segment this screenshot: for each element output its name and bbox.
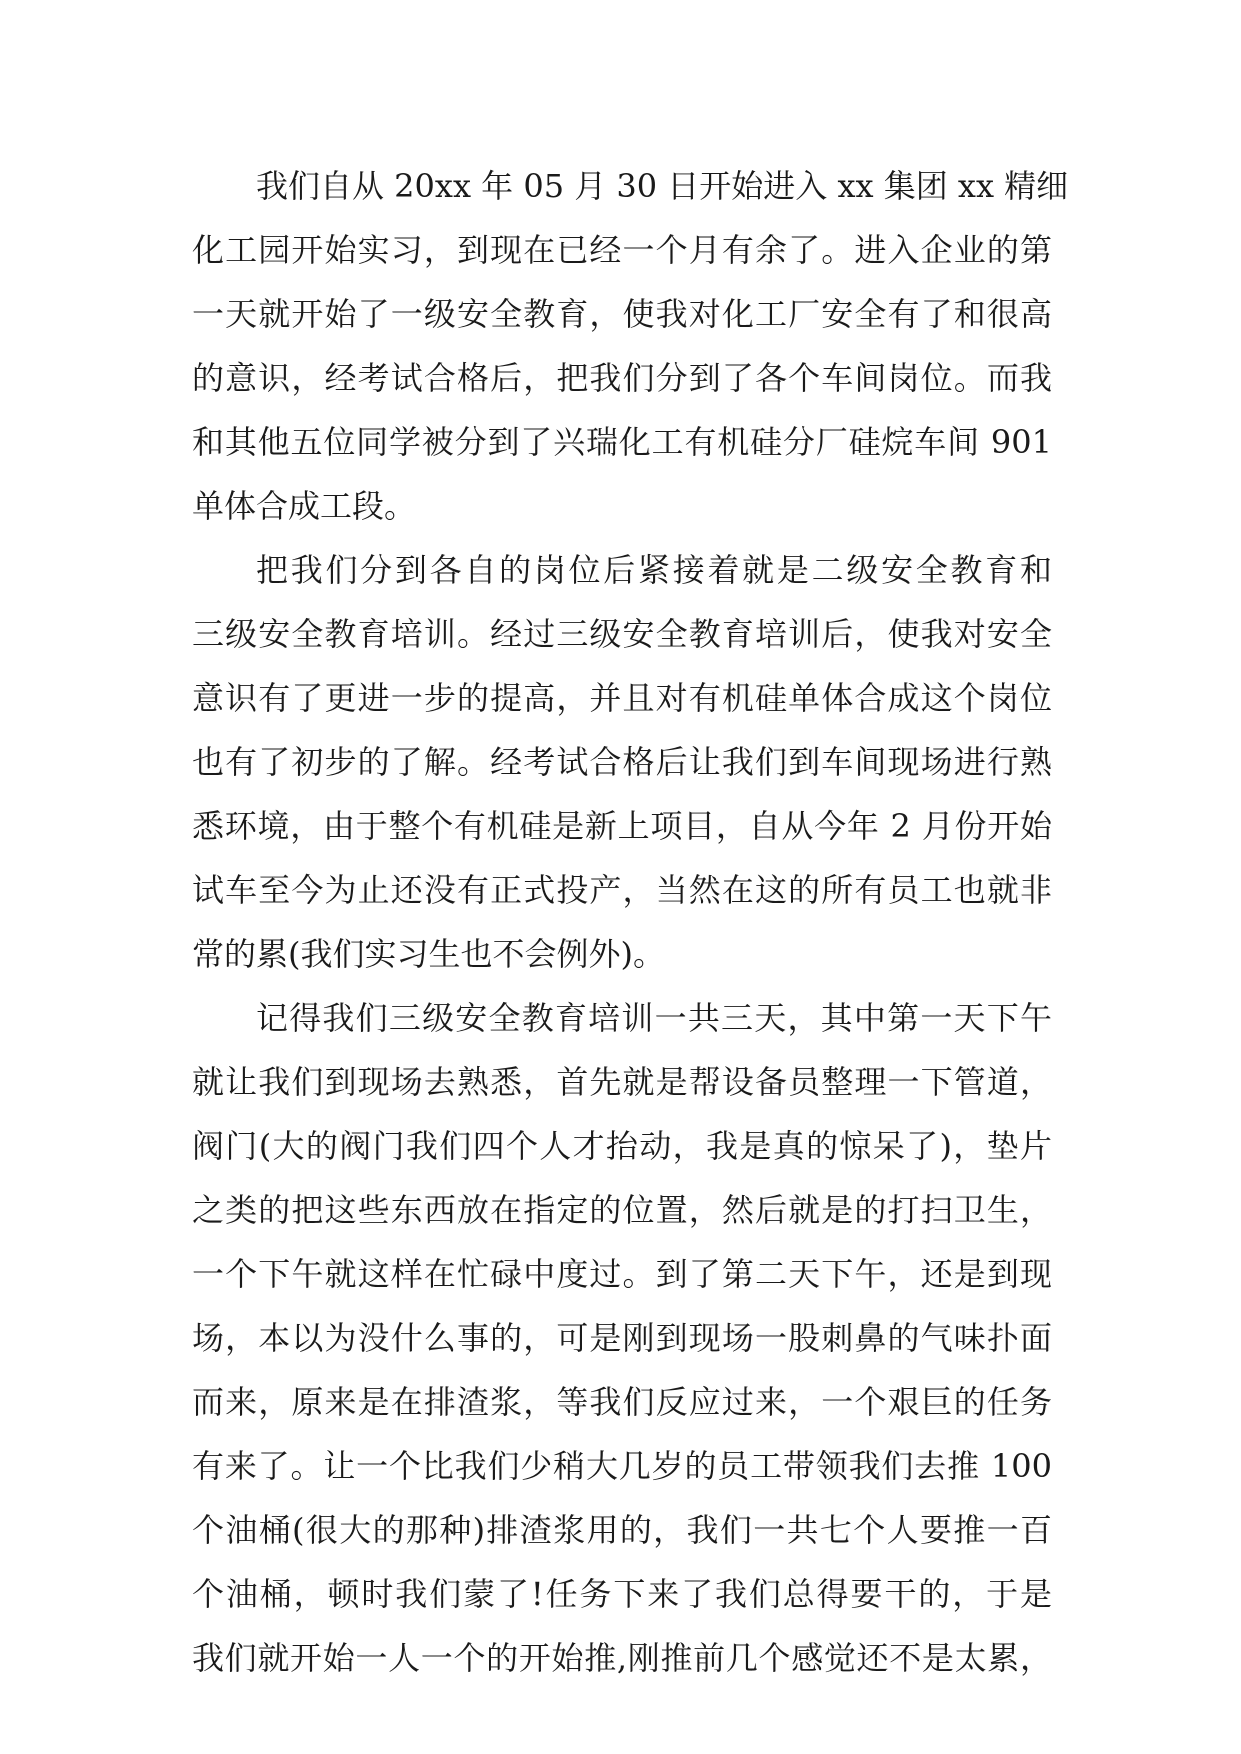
paragraph-2-line-7: 常的累(我们实习生也不会例外)。 xyxy=(192,935,665,973)
paragraph-2-line-5: 悉环境，由于整个有机硅是新上项目，自从今年 2 月份开始 xyxy=(192,807,1052,845)
paragraph-1-line-6: 单体合成工段。 xyxy=(192,487,417,525)
document-body xyxy=(192,154,1069,1690)
paragraph-3-line-6: 场，本以为没什么事的，可是刚到现场一股刺鼻的气味扑面 xyxy=(192,1319,1052,1357)
paragraph-1-line-2: 化工园开始实习，到现在已经一个月有余了。进入企业的第 xyxy=(192,231,1052,269)
paragraph-2-line-6: 试车至今为止还没有正式投产，当然在这的所有员工也就非 xyxy=(192,871,1052,909)
paragraph-3-line-4: 之类的把这些东西放在指定的位置，然后就是的打扫卫生， xyxy=(192,1191,1052,1229)
paragraph-2-line-1: 把我们分到各自的岗位后紧接着就是二级安全教育和 xyxy=(256,551,1052,589)
paragraph-1-line-5: 和其他五位同学被分到了兴瑞化工有机硅分厂硅烷车间 901 xyxy=(192,423,1052,461)
paragraph-2-line-3: 意识有了更进一步的提高，并且对有机硅单体合成这个岗位 xyxy=(192,679,1052,717)
paragraph-3-line-1: 记得我们三级安全教育培训一共三天，其中第一天下午 xyxy=(256,999,1052,1037)
paragraph-1-line-4: 的意识，经考试合格后，把我们分到了各个车间岗位。而我 xyxy=(192,359,1052,397)
paragraph-3-line-9: 个油桶(很大的那种)排渣浆用的，我们一共七个人要推一百 xyxy=(192,1511,1052,1549)
paragraph-2-line-4: 也有了初步的了解。经考试合格后让我们到车间现场进行熟 xyxy=(192,743,1052,781)
paragraph-3-line-2: 就让我们到现场去熟悉，首先就是帮设备员整理一下管道， xyxy=(192,1063,1052,1101)
paragraph-3-line-3: 阀门(大的阀门我们四个人才抬动，我是真的惊呆了)，垫片 xyxy=(192,1127,1052,1165)
paragraph-3-line-5: 一个下午就这样在忙碌中度过。到了第二天下午，还是到现 xyxy=(192,1255,1052,1293)
paragraph-3-line-10: 个油桶，顿时我们蒙了!任务下来了我们总得要干的，于是 xyxy=(192,1575,1052,1613)
paragraph-3-line-7: 而来，原来是在排渣浆，等我们反应过来，一个艰巨的任务 xyxy=(192,1383,1052,1421)
paragraph-2-line-2: 三级安全教育培训。经过三级安全教育培训后，使我对安全 xyxy=(192,615,1052,653)
paragraph-1-line-1: 我们自从 20xx 年 05 月 30 日开始进入 xx 集团 xx 精细 xyxy=(256,167,1069,205)
paragraph-3-line-11: 我们就开始一人一个的开始推,刚推前几个感觉还不是太累， xyxy=(192,1639,1052,1677)
paragraph-1-line-3: 一天就开始了一级安全教育，使我对化工厂安全有了和很高 xyxy=(192,295,1052,333)
paragraph-3-line-8: 有来了。让一个比我们少稍大几岁的员工带领我们去推 100 xyxy=(192,1447,1052,1485)
